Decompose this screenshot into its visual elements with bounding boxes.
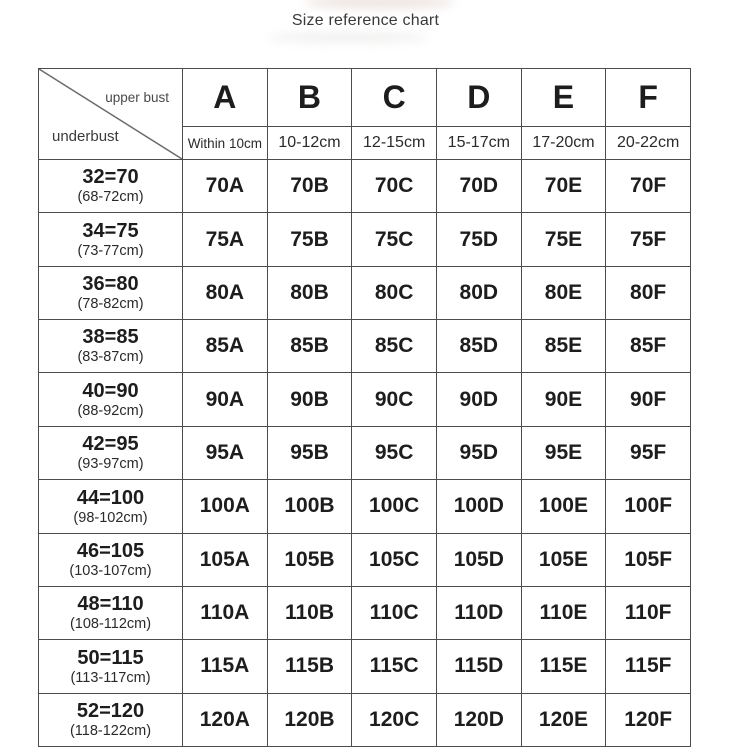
underbust-range: (83-87cm) xyxy=(77,349,144,366)
table-row xyxy=(39,533,691,586)
bra-size-cell: 70D xyxy=(436,160,521,213)
underbust-range: (68-72cm) xyxy=(77,189,144,206)
underbust-size-cell xyxy=(39,586,183,639)
bra-size-cell: 100C xyxy=(352,480,437,533)
bra-size-cell: 90E xyxy=(521,373,606,426)
underbust-size: 48=110 xyxy=(77,593,144,616)
cup-letter-header: D xyxy=(436,69,521,127)
bra-size-cell: 70C xyxy=(352,160,437,213)
bra-size-cell: 105A xyxy=(183,533,268,586)
bra-size-cell: 95D xyxy=(436,426,521,479)
upper-bust-label: upper bust xyxy=(105,90,169,105)
underbust-size-cell xyxy=(39,426,183,479)
table-row xyxy=(39,373,691,426)
underbust-range: (108-112cm) xyxy=(69,616,152,633)
cup-letter-header-row xyxy=(39,69,691,127)
underbust-range: (73-77cm) xyxy=(77,242,144,259)
table-row xyxy=(39,266,691,319)
underbust-range: (78-82cm) xyxy=(77,296,144,313)
bra-size-cell: 90D xyxy=(436,373,521,426)
bra-size-cell: 70E xyxy=(521,160,606,213)
bra-size-cell: 90C xyxy=(352,373,437,426)
underbust-range: (118-122cm) xyxy=(69,722,152,739)
bra-size-cell: 85B xyxy=(267,320,352,373)
bra-size-cell: 105C xyxy=(352,533,437,586)
corner-header-cell xyxy=(39,69,183,160)
underbust-label: underbust xyxy=(52,128,119,145)
bra-size-cell: 75D xyxy=(436,213,521,266)
underbust-size-cell xyxy=(39,533,183,586)
bra-size-cell: 70B xyxy=(267,160,352,213)
underbust-range: (113-117cm) xyxy=(70,669,151,686)
bra-size-cell: 80B xyxy=(267,266,352,319)
bra-size-cell: 105D xyxy=(436,533,521,586)
watermark-smudge xyxy=(305,0,455,9)
bra-size-cell: 110E xyxy=(521,586,606,639)
bra-size-cell: 95B xyxy=(267,426,352,479)
bust-difference-header: 12-15cm xyxy=(352,127,437,160)
bra-size-cell: 105E xyxy=(521,533,606,586)
bra-size-cell: 115E xyxy=(521,640,606,693)
table-row xyxy=(39,320,691,373)
cup-letter-header: B xyxy=(267,69,352,127)
underbust-size: 44=100 xyxy=(76,486,145,509)
bra-size-cell: 85D xyxy=(436,320,521,373)
underbust-size-cell xyxy=(39,213,183,266)
bra-size-cell: 75F xyxy=(606,213,691,266)
table-row xyxy=(39,213,691,266)
bra-size-cell: 110A xyxy=(183,586,268,639)
bra-size-cell: 75A xyxy=(183,213,268,266)
bra-size-cell: 105B xyxy=(267,533,352,586)
cup-letter-header: F xyxy=(606,69,691,127)
page-title: Size reference chart xyxy=(291,12,440,29)
bra-size-cell: 115C xyxy=(352,640,437,693)
table-row xyxy=(39,586,691,639)
underbust-size: 38=85 xyxy=(82,326,139,349)
bust-difference-header: 10-12cm xyxy=(267,127,352,160)
bra-size-cell: 95F xyxy=(606,426,691,479)
bra-size-cell: 100F xyxy=(606,480,691,533)
bra-size-cell: 70A xyxy=(183,160,268,213)
bra-size-cell: 115D xyxy=(436,640,521,693)
underbust-size-cell xyxy=(39,693,183,746)
bra-size-cell: 110D xyxy=(436,586,521,639)
bra-size-cell: 95E xyxy=(521,426,606,479)
underbust-range: (88-92cm) xyxy=(77,402,144,419)
bra-size-cell: 120D xyxy=(436,693,521,746)
underbust-size: 52=120 xyxy=(76,699,145,722)
bra-size-cell: 120A xyxy=(183,693,268,746)
table-row xyxy=(39,640,691,693)
bra-size-cell: 80C xyxy=(352,266,437,319)
bra-size-cell: 80A xyxy=(183,266,268,319)
bra-size-cell: 75C xyxy=(352,213,437,266)
table-row xyxy=(39,160,691,213)
bra-size-cell: 90F xyxy=(606,373,691,426)
bra-size-cell: 120B xyxy=(267,693,352,746)
underbust-size: 42=95 xyxy=(82,433,139,456)
underbust-size-cell xyxy=(39,266,183,319)
table-row xyxy=(39,480,691,533)
bust-difference-header: 20-22cm xyxy=(606,127,691,160)
underbust-size: 40=90 xyxy=(82,379,139,402)
underbust-size: 34=75 xyxy=(82,219,139,242)
bust-difference-header: 17-20cm xyxy=(521,127,606,160)
bra-size-cell: 80D xyxy=(436,266,521,319)
bust-difference-header: 15-17cm xyxy=(436,127,521,160)
bra-size-cell: 115F xyxy=(606,640,691,693)
bra-size-cell: 115A xyxy=(183,640,268,693)
bra-size-cell: 85E xyxy=(521,320,606,373)
cup-letter-header: E xyxy=(521,69,606,127)
bra-size-cell: 120E xyxy=(521,693,606,746)
underbust-size-cell xyxy=(39,160,183,213)
bra-size-cell: 70F xyxy=(606,160,691,213)
bra-size-cell: 95A xyxy=(183,426,268,479)
cup-letter-header: C xyxy=(352,69,437,127)
bra-size-cell: 90A xyxy=(183,373,268,426)
size-reference-table xyxy=(38,68,691,747)
underbust-size: 36=80 xyxy=(82,273,139,296)
underbust-size-cell xyxy=(39,480,183,533)
underbust-size: 32=70 xyxy=(82,166,139,189)
underbust-size-cell xyxy=(39,320,183,373)
bra-size-cell: 80F xyxy=(606,266,691,319)
underbust-size: 46=105 xyxy=(76,539,145,562)
bra-size-cell: 85A xyxy=(183,320,268,373)
underbust-range: (98-102cm) xyxy=(73,509,148,526)
watermark-smudge xyxy=(268,33,428,42)
cup-letter-header: A xyxy=(183,69,268,127)
bra-size-cell: 90B xyxy=(267,373,352,426)
bra-size-cell: 100D xyxy=(436,480,521,533)
bra-size-cell: 80E xyxy=(521,266,606,319)
bra-size-cell: 75E xyxy=(521,213,606,266)
bra-size-cell: 100A xyxy=(183,480,268,533)
bra-size-cell: 110F xyxy=(606,586,691,639)
table-row xyxy=(39,693,691,746)
bra-size-cell: 100B xyxy=(267,480,352,533)
bra-size-cell: 120C xyxy=(352,693,437,746)
table-row xyxy=(39,426,691,479)
bra-size-cell: 110C xyxy=(352,586,437,639)
bra-size-cell: 120F xyxy=(606,693,691,746)
bra-size-cell: 85C xyxy=(352,320,437,373)
bra-size-cell: 75B xyxy=(267,213,352,266)
underbust-size-cell xyxy=(39,640,183,693)
diagonal-divider-line xyxy=(39,69,182,159)
underbust-size: 50=115 xyxy=(77,646,144,669)
bust-difference-header: Within 10cm xyxy=(183,127,268,160)
underbust-range: (93-97cm) xyxy=(77,456,144,473)
bra-size-cell: 95C xyxy=(352,426,437,479)
bra-size-cell: 105F xyxy=(606,533,691,586)
underbust-size-cell xyxy=(39,373,183,426)
bra-size-cell: 85F xyxy=(606,320,691,373)
bra-size-cell: 115B xyxy=(267,640,352,693)
bra-size-cell: 100E xyxy=(521,480,606,533)
underbust-range: (103-107cm) xyxy=(69,562,152,579)
bra-size-cell: 110B xyxy=(267,586,352,639)
table-body xyxy=(39,160,691,747)
